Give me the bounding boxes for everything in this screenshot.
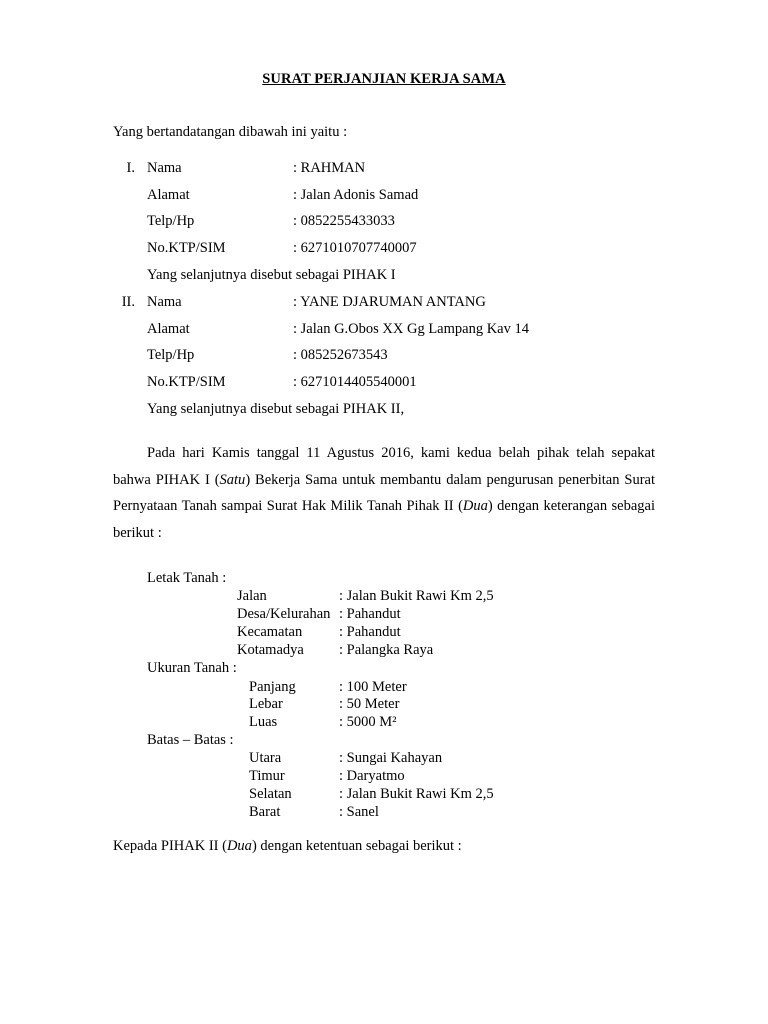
party-two-address-label: Alamat	[147, 321, 190, 337]
party-one-phone-label: Telp/Hp	[147, 213, 195, 229]
batas-label: Barat	[249, 804, 281, 820]
letak-label: Kecamatan	[237, 624, 303, 640]
batas-row-utara	[0, 749, 768, 767]
intro-text: Yang bertandatangan dibawah ini yaitu :	[113, 124, 348, 140]
paragraph-italic-1: Satu	[219, 471, 246, 488]
party-two-phone-row	[0, 345, 768, 365]
party-two-phone-label: Telp/Hp	[147, 347, 195, 363]
batas-row-timur	[0, 767, 768, 785]
party-one-address-label: Alamat	[147, 187, 190, 203]
party-two-closing: Yang selanjutnya disebut sebagai PIHAK II,	[147, 401, 405, 417]
ukuran-row-luas	[0, 713, 768, 731]
batas-value: : Jalan Bukit Rawi Km 2,5	[339, 786, 494, 802]
batas-label: Timur	[249, 768, 285, 784]
paragraph-part-1: Pada hari Kamis tanggal 11 Agustus 2016, kami kedua belah pihak telah sepakat bahwa PIHAK I (	[113, 445, 655, 488]
batas-label: Utara	[249, 750, 282, 766]
party-two-address-row	[0, 319, 768, 339]
letak-row-kecamatan	[0, 623, 768, 641]
letak-label: Kotamadya	[237, 642, 304, 658]
party-one-address-value: : Jalan Adonis Samad	[293, 187, 419, 203]
closing-italic: Dua	[226, 838, 252, 854]
letak-value: : Pahandut	[339, 606, 401, 622]
party-two-ktp-row	[0, 372, 768, 392]
batas-value: : Daryatmo	[339, 768, 405, 784]
letak-value: : Pahandut	[339, 624, 401, 640]
letak-row-kotamadya	[0, 641, 768, 659]
party-one-phone-row	[0, 211, 768, 231]
batas-value: : Sanel	[339, 804, 379, 820]
party-one-ktp-label: No.KTP/SIM	[147, 240, 226, 256]
party-two-name-row	[0, 292, 768, 312]
party-one-name-value: : RAHMAN	[293, 160, 366, 176]
paragraph-part-2: ) Bekerja Sama untuk membantu dalam pengurusan penerbitan Surat Pernyataan Tanah sampai Surat Hak Milik Tanah Pihak II (	[113, 471, 655, 514]
ukuran-value: : 5000 M²	[339, 714, 397, 730]
letak-value: : Jalan Bukit Rawi Km 2,5	[339, 588, 494, 604]
batas-row-selatan	[0, 785, 768, 803]
ukuran-label: Luas	[249, 714, 278, 730]
closing-part-2: ) dengan ketentuan sebagai berikut :	[251, 838, 462, 854]
party-one-name-label: Nama	[147, 160, 182, 176]
party-two-name-value: : YANE DJARUMAN ANTANG	[293, 294, 486, 310]
letak-label: Desa/Kelurahan	[237, 606, 331, 622]
ukuran-label: Lebar	[249, 696, 283, 712]
party-two-number: II.	[121, 294, 135, 310]
batas-value: : Sungai Kahayan	[339, 750, 443, 766]
letak-row-jalan	[0, 587, 768, 605]
batas-heading: Batas – Batas :	[147, 732, 234, 748]
party-two-ktp-label: No.KTP/SIM	[147, 374, 226, 390]
letak-label: Jalan	[237, 588, 267, 604]
ukuran-label: Panjang	[249, 679, 296, 695]
closing-part-1: Kepada PIHAK II (	[113, 838, 227, 854]
document-title: SURAT PERJANJIAN KERJA SAMA	[262, 71, 506, 87]
party-two-address-value: : Jalan G.Obos XX Gg Lampang Kav 14	[293, 321, 529, 337]
party-one-name-row	[0, 158, 768, 178]
party-one-ktp-value: : 6271010707740007	[293, 240, 417, 256]
letak-tanah-heading: Letak Tanah :	[147, 570, 227, 586]
batas-row-barat	[0, 803, 768, 821]
party-one-ktp-row	[0, 238, 768, 258]
letak-row-desa	[0, 605, 768, 623]
party-one-closing: Yang selanjutnya disebut sebagai PIHAK I	[147, 267, 396, 283]
party-two-ktp-value: : 6271014405540001	[293, 374, 417, 390]
party-one-address-row	[0, 185, 768, 205]
paragraph-italic-2: Dua	[462, 498, 488, 514]
ukuran-tanah-heading: Ukuran Tanah :	[147, 660, 237, 676]
ukuran-row-lebar	[0, 695, 768, 713]
ukuran-value: : 100 Meter	[339, 679, 407, 695]
party-one-phone-value: : 0852255433033	[293, 213, 395, 229]
batas-label: Selatan	[249, 786, 292, 802]
closing-line	[113, 838, 462, 855]
agreement-paragraph	[113, 440, 655, 546]
paragraph-part-3: ) dengan keterangan sebagai berikut :	[113, 498, 656, 541]
ukuran-value: : 50 Meter	[339, 696, 400, 712]
letak-value: : Palangka Raya	[339, 642, 434, 658]
party-two-phone-value: : 085252673543	[293, 347, 388, 363]
party-two-name-label: Nama	[147, 294, 182, 310]
party-one-number: I.	[126, 160, 135, 176]
ukuran-row-panjang	[0, 678, 768, 696]
